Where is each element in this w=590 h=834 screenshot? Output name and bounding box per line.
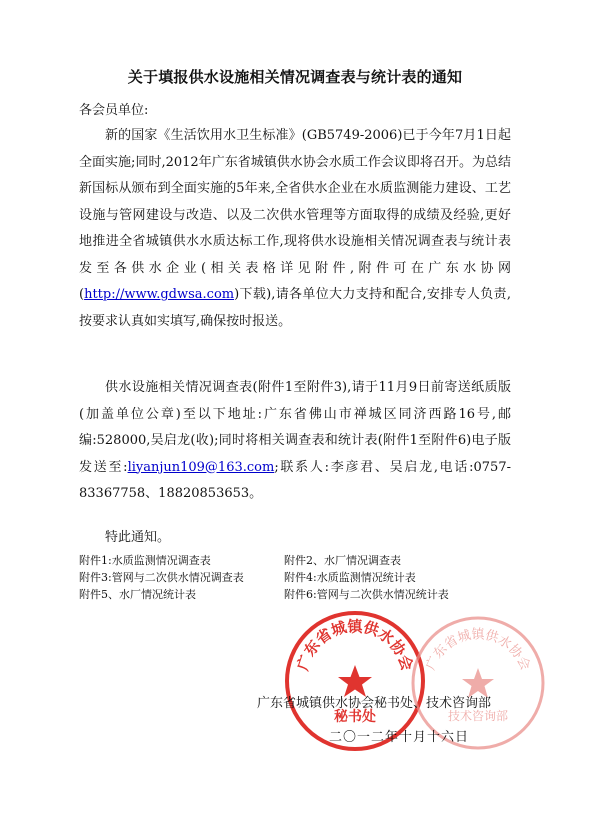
attachment-item: 附件6:管网与二次供水情况统计表 <box>284 588 449 601</box>
seal-2-sub-text: 技术咨询部 <box>447 709 509 723</box>
attachment-item: 附件4:水质监测情况统计表 <box>284 571 416 584</box>
attachment-row <box>79 569 509 586</box>
signature-department: 广东省城镇供水协会秘书处、技术咨询部 <box>257 696 492 711</box>
closing-text: 特此通知。 <box>105 530 171 545</box>
attachment-row <box>79 552 509 569</box>
paragraph-1-text: 新的国家《生活饮用水卫生标准》(GB5749-2006)已于今年7月1日起全面实施;同时,2012年广东省城镇供水协会水质工作会议即将召开。为总结新国标从颁布到全面实施的5年来,全省供水企业在水质监测能力建设、工艺设施与管网建设与改造、以及二次供水管理等方面取得的成绩及经验,更好地推进全省城镇供水水质达标工作,现将供水设施相关情况调查表与统计表发至各供水企业(相关表格详见附件,附件可在广东水协网( <box>79 128 511 302</box>
page-title: 关于填报供水设施相关情况调查表与统计表的通知 <box>127 68 463 86</box>
svg-text:广东省城镇供水协会 <box>424 626 533 672</box>
attachment-item: 附件1:水质监测情况调查表 <box>79 554 211 567</box>
paragraph-2-text: 供水设施相关情况调查表(附件1至附件3),请于11月9日前寄送纸质版(加盖单位公章)至以下地址:广东省佛山市禅城区同济西路16号,邮编:528000,吴启龙(收);同时将相关调查表和统计表(附件1至附件6)电子版发送至: <box>79 380 511 475</box>
attachment-item: 附件5、水厂情况统计表 <box>79 588 196 601</box>
signature-date: 二〇一二年十月十六日 <box>329 730 470 745</box>
attachment-item: 附件3:管网与二次供水情况调查表 <box>79 571 244 584</box>
paragraph-1 <box>79 123 511 335</box>
paragraph-2 <box>79 375 511 508</box>
seal-1-sub-text: 秘书处 <box>334 709 376 725</box>
attachment-row <box>79 586 509 603</box>
salutation: 各会员单位: <box>79 103 149 118</box>
seal-2-arc-text: 广东省城镇供水协会 <box>423 627 533 673</box>
attachments-list <box>79 552 509 603</box>
paragraph-1-end: )下载),请各单位大力支持和配合,安排专人负责,按要求认真如实填写,确保按时报送。 <box>79 287 511 329</box>
email-link[interactable]: liyanjun109@163.com <box>127 459 275 475</box>
website-link[interactable]: http://www.gdwsa.com <box>84 287 235 302</box>
seal-1-arc-text: 广东省城镇供水协会 <box>293 617 417 673</box>
paragraph-2-end: ;联系人:李彦君、吴启龙,电话:0757-83367758、18820853653。 <box>79 459 511 501</box>
svg-text:广东省城镇供水协会 <box>294 617 417 672</box>
attachment-item: 附件2、水厂情况调查表 <box>284 554 401 567</box>
